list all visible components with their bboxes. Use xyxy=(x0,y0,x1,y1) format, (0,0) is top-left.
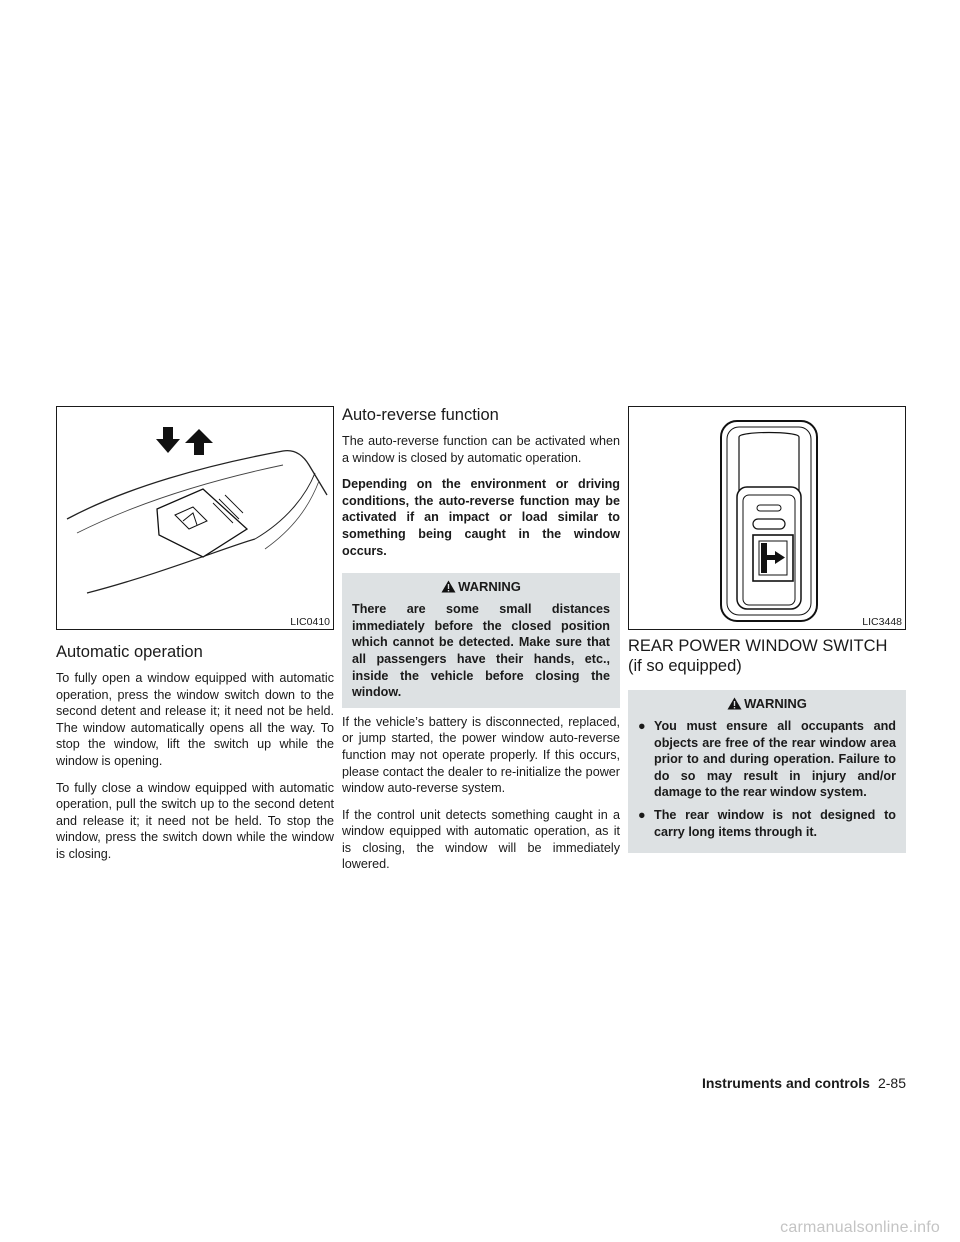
paragraph: If the vehicle’s battery is disconnected, replaced, or jump started, the power window auto-reverse function may not operate properly. If this occurs, please contact the dealer to re-initialize the power window auto-reverse system. xyxy=(342,714,620,796)
warning-label: WARNING xyxy=(458,579,521,595)
column-right xyxy=(628,406,906,859)
window-switch-illustration xyxy=(57,407,333,629)
bullet-text: The rear window is not designed to carry long items through it. xyxy=(654,807,896,839)
warning-bullet-item xyxy=(638,718,896,801)
warning-header xyxy=(352,579,610,595)
warning-text: There are some small distances immediately before the closed position which cannot be detected. Make sure that all passengers have their hands, etc., inside the vehicle before closing the window. xyxy=(352,602,610,700)
warning-triangle-icon xyxy=(441,580,456,593)
paragraph: To fully open a window equipped with automatic operation, press the window switch down to the second detent and release it; it need not be held. The window automatically opens all the way. To stop the window, lift the switch up while the window is opening. xyxy=(56,671,334,768)
page-number: 2-85 xyxy=(877,1075,906,1091)
heading-line: (if so equipped) xyxy=(628,657,742,675)
paragraph: To fully close a window equipped with automatic operation, pull the switch up to the second detent and release it; it need not be held. To stop the window, press the switch down while the window is closing. xyxy=(56,780,334,861)
bullet-text: You must ensure all occupants and objects are free of the rear window area prior to and during operation. Failure to do so may result in injury and/or damage to the rear window system. xyxy=(654,719,896,800)
window-switch-figure xyxy=(56,406,334,630)
section-heading: Automatic operation xyxy=(56,643,203,661)
section-heading xyxy=(628,636,906,676)
column-middle xyxy=(342,406,620,883)
warning-bullet-item xyxy=(638,807,896,840)
page-footer xyxy=(702,1075,906,1091)
figure-id: LIC3448 xyxy=(862,616,902,628)
rear-switch-illustration xyxy=(629,407,905,629)
heading-line: REAR POWER WINDOW SWITCH xyxy=(628,637,888,655)
paragraph: If the control unit detects something caught in a window equipped with automatic operation, as it is closing, the window will be immediately lowered. xyxy=(342,807,620,872)
bullet-dot-icon: ● xyxy=(638,719,646,733)
watermark: carmanualsonline.info xyxy=(780,1219,940,1236)
warning-triangle-icon xyxy=(727,697,742,710)
bold-paragraph: Depending on the environment or driving conditions, the auto-reverse function may be activated if an impact or load similar to something being caught in the window occurs. xyxy=(342,477,620,558)
warning-box xyxy=(628,690,906,853)
rear-window-switch-figure xyxy=(628,406,906,630)
warning-label: WARNING xyxy=(744,696,807,711)
warning-box xyxy=(342,573,620,708)
warning-header xyxy=(638,696,896,712)
section-name: Instruments and controls xyxy=(701,1075,870,1091)
figure-id: LIC0410 xyxy=(290,616,330,628)
down-up-arrows-icon xyxy=(156,427,213,455)
section-heading: Auto-reverse function xyxy=(342,406,499,424)
bullet-dot-icon: ● xyxy=(638,807,646,822)
paragraph: The auto-reverse function can be activated when a window is closed by automatic operation. xyxy=(342,434,620,465)
warning-bullet-list xyxy=(638,718,896,840)
column-left xyxy=(56,406,334,873)
